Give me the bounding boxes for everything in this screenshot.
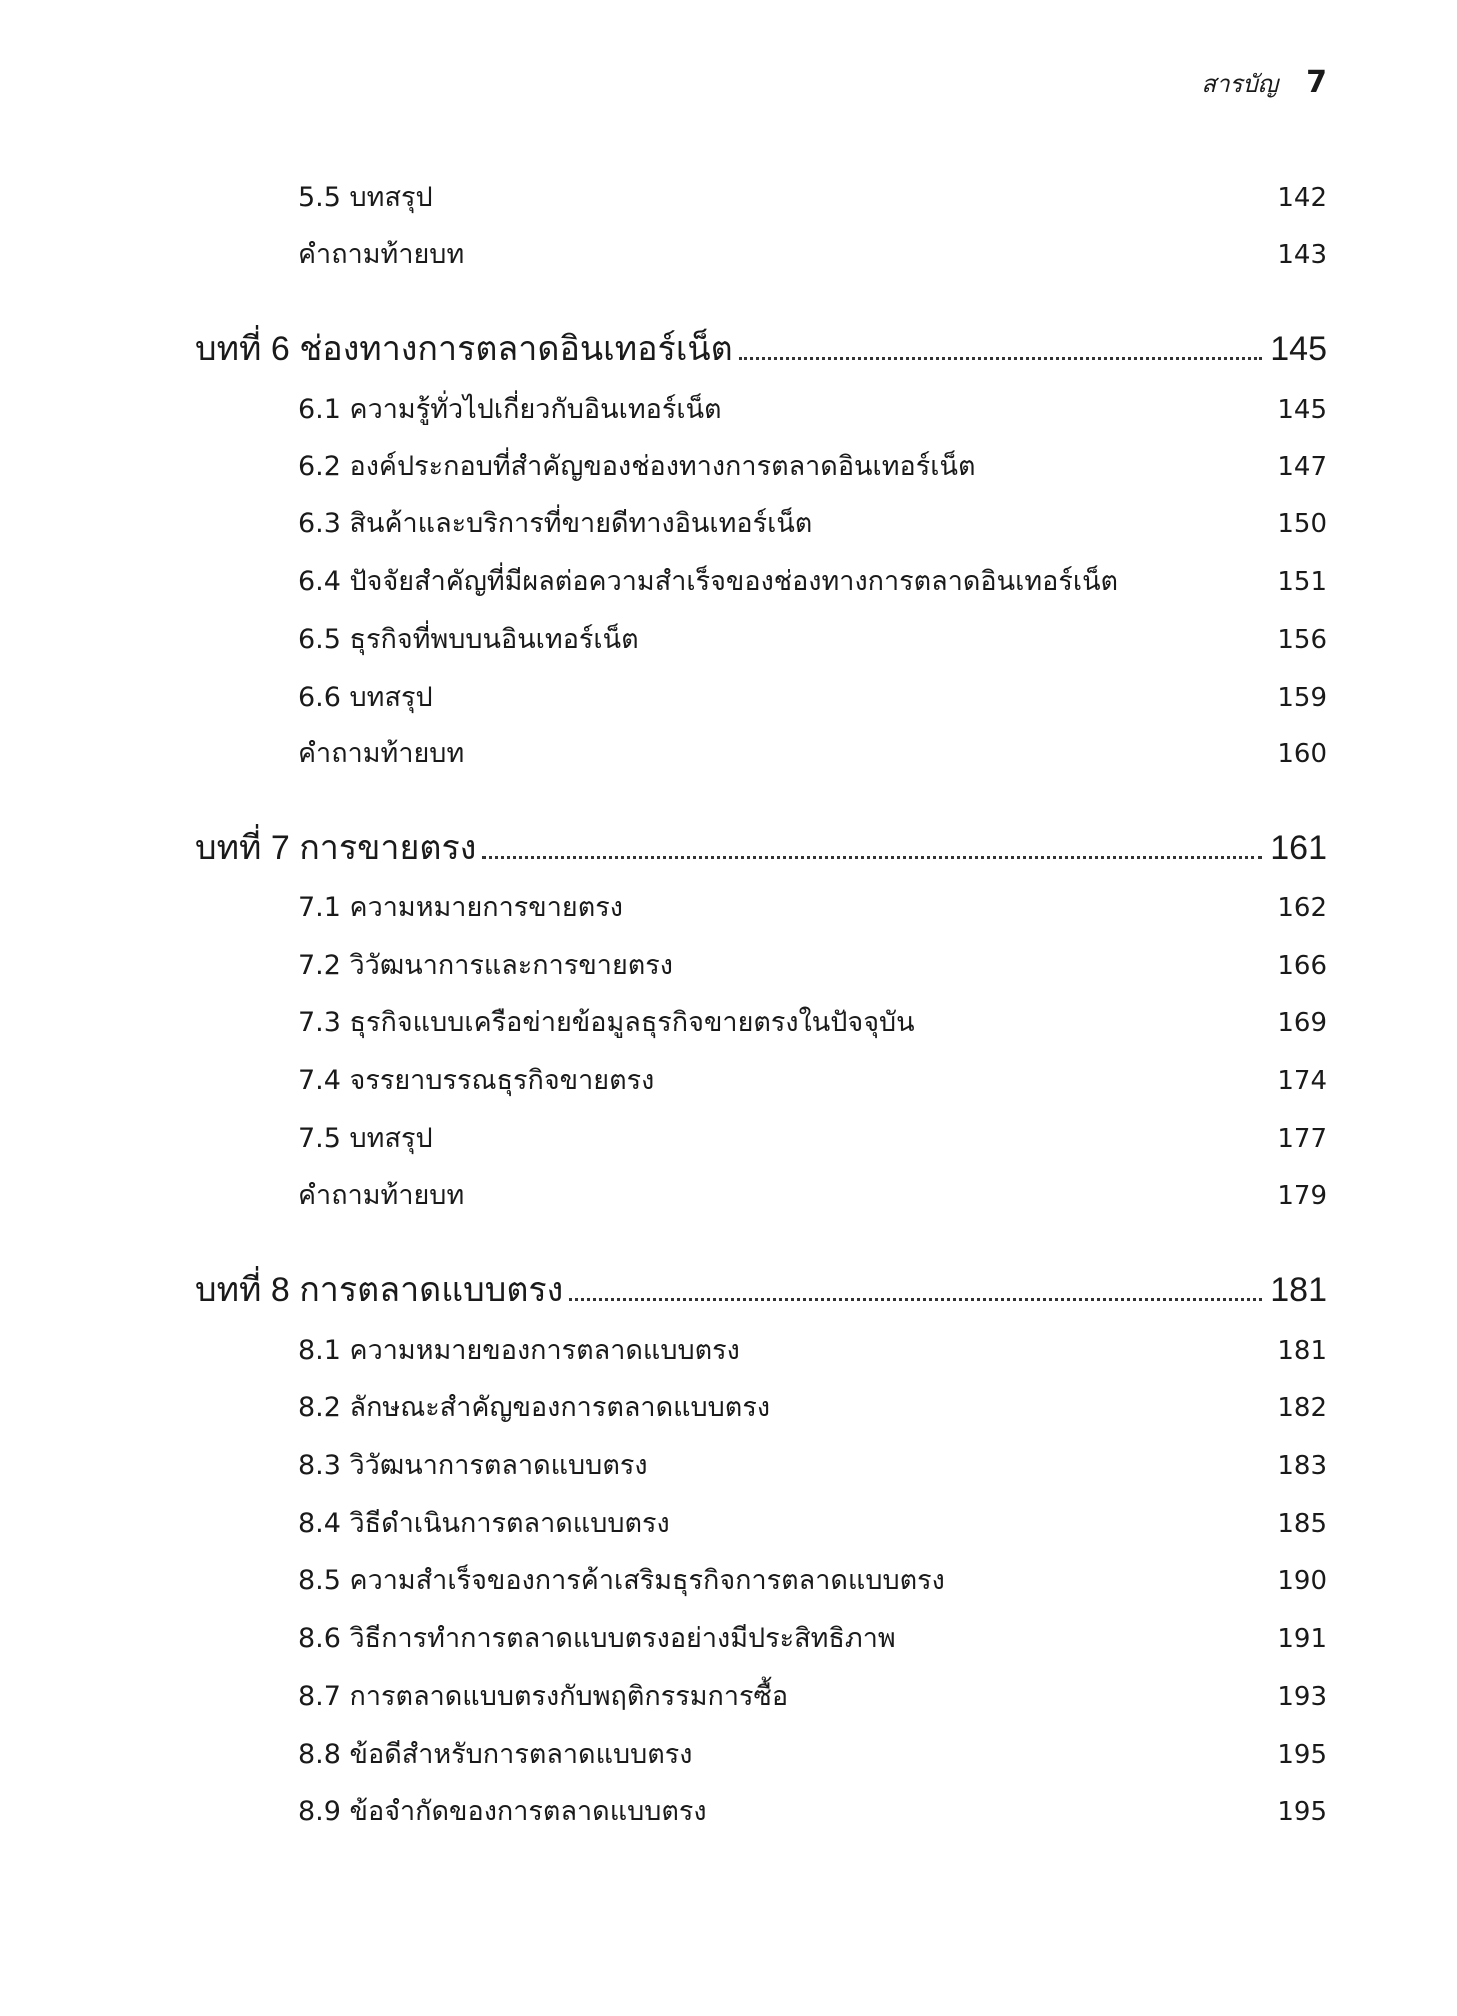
dot-leader — [569, 1297, 1262, 1301]
toc-section-title: 7.3 ธุรกิจแบบเครือข่ายข้อมูลธุรกิจขายตรงในปัจจุบัน — [298, 1007, 915, 1038]
toc-section-entry — [298, 237, 1327, 273]
toc-page-number: 159 — [1277, 683, 1327, 713]
toc-section-entry — [298, 1005, 1327, 1041]
toc-page-number: 145 — [1277, 395, 1327, 425]
toc-section-entry — [298, 449, 1327, 485]
toc-section-title: 6.6 บทสรุป — [298, 682, 433, 713]
toc-chapter-page-number: 181 — [1270, 1271, 1327, 1309]
dot-leader — [482, 855, 1262, 859]
toc-section-entry — [298, 622, 1327, 658]
running-head-page-number: 7 — [1306, 65, 1327, 100]
toc-section-title: 6.4 ปัจจัยสำคัญที่มีผลต่อความสำเร็จของช่องทางการตลาดอินเทอร์เน็ต — [298, 566, 1119, 597]
toc-chapter-page-number: 161 — [1270, 829, 1327, 867]
toc-section-entry — [298, 1679, 1327, 1715]
toc-section-entry — [298, 1506, 1327, 1542]
toc-page-number: 143 — [1277, 240, 1327, 270]
toc-page-number: 183 — [1277, 1451, 1327, 1481]
toc-page-number: 195 — [1277, 1797, 1327, 1827]
toc-page-number: 169 — [1277, 1008, 1327, 1038]
toc-section-title: คำถามท้ายบท — [298, 239, 465, 270]
toc-section-title: คำถามท้ายบท — [298, 1180, 465, 1211]
toc-page-number: 147 — [1277, 452, 1327, 482]
toc-page-number: 191 — [1277, 1624, 1327, 1654]
toc-section-title: 8.8 ข้อดีสำหรับการตลาดแบบตรง — [298, 1739, 693, 1770]
toc-page-number: 174 — [1277, 1066, 1327, 1096]
toc-page-number: 190 — [1277, 1566, 1327, 1596]
toc-section-title: 6.5 ธุรกิจที่พบบนอินเทอร์เน็ต — [298, 624, 639, 655]
toc-section-entry — [298, 680, 1327, 716]
toc-section-entry — [298, 948, 1327, 984]
toc-chapter-title: บทที่ 6 ช่องทางการตลาดอินเทอร์เน็ต — [195, 330, 733, 368]
toc-section-entry — [298, 1121, 1327, 1157]
toc-section-title: 7.4 จรรยาบรรณธุรกิจขายตรง — [298, 1065, 655, 1096]
toc-section-title: 7.1 ความหมายการขายตรง — [298, 892, 623, 923]
dot-leader — [739, 356, 1263, 360]
toc-page-number: 160 — [1277, 739, 1327, 769]
toc-page-number: 182 — [1277, 1393, 1327, 1423]
toc-section-title: 8.9 ข้อจำกัดของการตลาดแบบตรง — [298, 1796, 707, 1827]
toc-page-number: 142 — [1277, 183, 1327, 213]
toc-chapter-title: บทที่ 8 การตลาดแบบตรง — [195, 1271, 564, 1309]
toc-chapter-entry — [195, 826, 1327, 870]
running-head-label: สารบัญ — [1201, 70, 1279, 98]
toc-section-title: คำถามท้ายบท — [298, 738, 465, 769]
toc-section-title: 8.3 วิวัฒนาการตลาดแบบตรง — [298, 1450, 648, 1481]
toc-section-entry — [298, 506, 1327, 542]
toc-section-title: 8.1 ความหมายของการตลาดแบบตรง — [298, 1335, 740, 1366]
toc-chapter-entry — [195, 327, 1327, 371]
toc-section-entry — [298, 1794, 1327, 1830]
toc-section-title: 8.5 ความสำเร็จของการค้าเสริมธุรกิจการตลาดแบบตรง — [298, 1565, 945, 1596]
toc-section-title: 8.7 การตลาดแบบตรงกับพฤติกรรมการซื้อ — [298, 1681, 789, 1712]
toc-section-title: 8.4 วิธีดำเนินการตลาดแบบตรง — [298, 1508, 670, 1539]
toc-section-entry — [298, 736, 1327, 772]
toc-page-number: 151 — [1277, 567, 1327, 597]
toc-section-title: 5.5 บทสรุป — [298, 182, 433, 213]
toc-page-number: 179 — [1277, 1181, 1327, 1211]
toc-section-entry — [298, 1063, 1327, 1099]
toc-section-entry — [298, 1563, 1327, 1599]
toc-section-entry — [298, 1621, 1327, 1657]
toc-page-number: 195 — [1277, 1740, 1327, 1770]
toc-section-title: 6.2 องค์ประกอบที่สำคัญของช่องทางการตลาดอินเทอร์เน็ต — [298, 451, 976, 482]
toc-chapter-entry — [195, 1268, 1327, 1312]
toc-section-title: 8.6 วิธีการทำการตลาดแบบตรงอย่างมีประสิทธิภาพ — [298, 1623, 896, 1654]
toc-section-title: 8.2 ลักษณะสำคัญของการตลาดแบบตรง — [298, 1392, 771, 1423]
toc-chapter-page-number: 145 — [1270, 330, 1327, 368]
toc-section-entry — [298, 564, 1327, 600]
toc-section-title: 7.5 บทสรุป — [298, 1123, 433, 1154]
toc-section-entry — [298, 1737, 1327, 1773]
toc-chapter-title: บทที่ 7 การขายตรง — [195, 829, 477, 867]
toc-page-number: 150 — [1277, 509, 1327, 539]
toc-page-number: 177 — [1277, 1124, 1327, 1154]
toc-page-number: 185 — [1277, 1509, 1327, 1539]
toc-section-entry — [298, 1333, 1327, 1369]
toc-section-entry — [298, 1448, 1327, 1484]
toc-page-number: 156 — [1277, 625, 1327, 655]
toc-section-entry — [298, 1390, 1327, 1426]
toc-section-title: 6.3 สินค้าและบริการที่ขายดีทางอินเทอร์เน็ต — [298, 508, 813, 539]
running-head — [1201, 64, 1327, 103]
toc-page-number: 166 — [1277, 951, 1327, 981]
toc-section-title: 6.1 ความรู้ทั่วไปเกี่ยวกับอินเทอร์เน็ต — [298, 394, 722, 425]
toc-page-number: 162 — [1277, 893, 1327, 923]
toc-page-number: 181 — [1277, 1336, 1327, 1366]
toc-section-title: 7.2 วิวัฒนาการและการขายตรง — [298, 950, 673, 981]
toc-section-entry — [298, 180, 1327, 216]
toc-section-entry — [298, 890, 1327, 926]
toc-page-number: 193 — [1277, 1682, 1327, 1712]
toc-section-entry — [298, 1178, 1327, 1214]
toc-section-entry — [298, 392, 1327, 428]
